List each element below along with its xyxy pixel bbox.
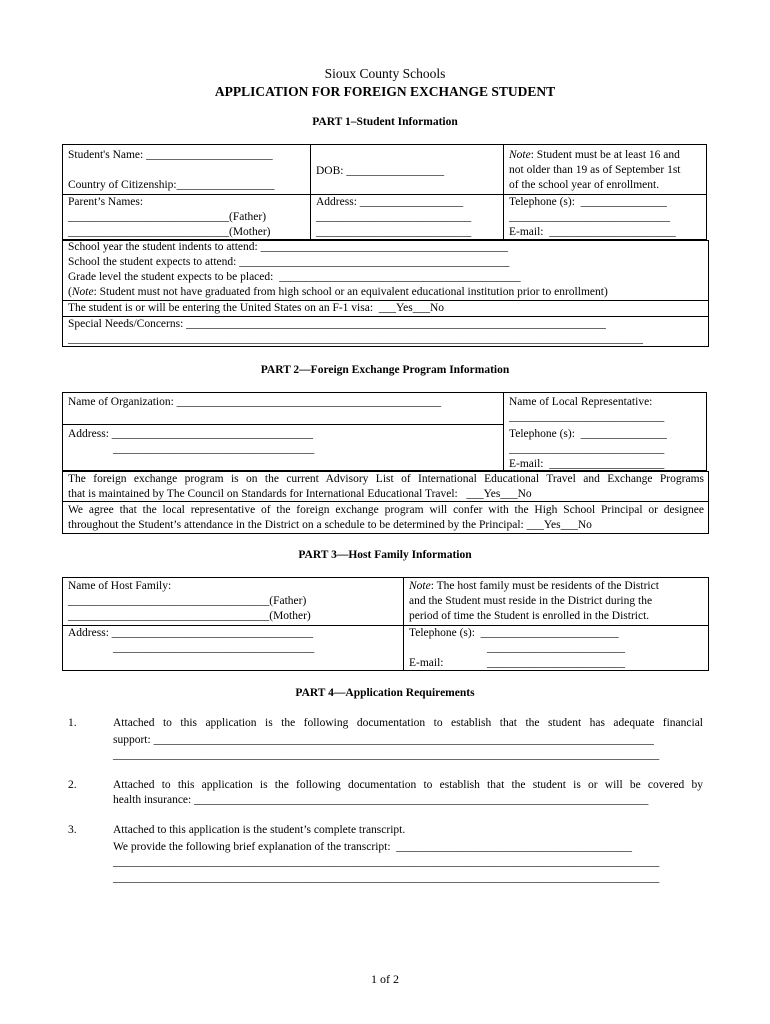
address-field-line3[interactable]: ___________________________ — [316, 226, 472, 238]
requirement-text: Attached to this application is the following documentation to establish that the student has adequate financial — [113, 717, 703, 729]
program-address-field[interactable]: Address: ___________________________________ — [68, 428, 314, 440]
requirement-number: 3. — [68, 824, 77, 836]
host-address-field-line2[interactable]: ___________________________________ — [113, 642, 315, 654]
advisory-list-statement: The foreign exchange program is on the current Advisory List of International Educational Travel and Exchange Programs — [68, 473, 704, 485]
program-email-field[interactable]: E-mail: ____________________ — [509, 458, 665, 470]
host-note: Note: The host family must be residents of the District — [409, 580, 659, 592]
email-field[interactable]: E-mail: ______________________ — [509, 226, 676, 238]
age-note-line2: not older than 19 as of September 1st — [509, 164, 681, 176]
host-note-line3: period of time the Student is enrolled in the District. — [409, 610, 650, 622]
country-field[interactable]: Country of Citizenship:_________________ — [68, 179, 275, 191]
mother-field[interactable]: ____________________________(Mother) — [68, 226, 271, 238]
requirement-number: 1. — [68, 717, 77, 729]
address-field-line2[interactable]: ___________________________ — [316, 211, 472, 223]
requirement-text: Attached to this application is the student’s complete transcript. — [113, 824, 406, 836]
confer-statement: We agree that the local representative of the foreign exchange program will confer with the High School Principal or designee — [68, 504, 704, 516]
program-telephone-field[interactable]: Telephone (s): _______________ — [509, 428, 667, 440]
host-note-line2: and the Student must reside in the District during the — [409, 595, 653, 607]
part2-heading: PART 2—Foreign Exchange Program Information — [260, 364, 510, 376]
school-attend-field[interactable]: School the student expects to attend: _______________________________________________ — [68, 256, 510, 268]
grade-level-field[interactable]: Grade level the student expects to be placed: __________________________________________ — [68, 271, 521, 283]
student-name-field[interactable]: Student's Name: ______________________ — [68, 149, 273, 161]
confer-question[interactable]: throughout the Student’s attendance in the District on a schedule to be determined by the Principal: ___Yes___No — [68, 519, 592, 531]
host-mother-field[interactable]: ___________________________________(Mother) — [68, 610, 311, 622]
local-rep-field[interactable]: Name of Local Representative: — [509, 396, 653, 408]
transcript-explanation-field[interactable]: We provide the following brief explanation of the transcript: _________________________________________ — [113, 841, 633, 853]
part3-heading: PART 3—Host Family Information — [298, 549, 472, 561]
host-address-field[interactable]: Address: ___________________________________ — [68, 627, 314, 639]
organization-name-field[interactable]: Name of Organization: ______________________________________________ — [68, 396, 442, 408]
telephone-field-line2[interactable]: ____________________________ — [509, 211, 670, 223]
financial-support-field[interactable]: support: _______________________________________________________________________________________ — [113, 734, 654, 746]
part1-heading: PART 1–Student Information — [312, 116, 458, 128]
transcript-explanation-field-line2[interactable]: _______________________________________________________________________________________________ — [113, 856, 660, 868]
program-telephone-field-line2[interactable]: ___________________________ — [509, 443, 665, 455]
advisory-list-question[interactable]: that is maintained by The Council on Standards for International Educational Travel: ___Yes___No — [68, 488, 532, 500]
program-address-field-line2[interactable]: ___________________________________ — [113, 443, 315, 455]
parents-label: Parent’s Names: — [68, 196, 144, 208]
f1-visa-question[interactable]: The student is or will be entering the United States on an F-1 visa: ___Yes___No — [68, 302, 445, 314]
special-needs-field-line2[interactable]: ____________________________________________________________________________________________________ — [68, 333, 643, 345]
health-insurance-field[interactable]: health insurance: _______________________________________________________________________________ — [113, 794, 649, 806]
dob-field[interactable]: DOB: _________________ — [316, 165, 445, 177]
host-father-field[interactable]: ___________________________________(Father) — [68, 595, 307, 607]
requirement-text: Attached to this application is the following documentation to establish that the student is or will be covered by — [113, 779, 703, 791]
part4-heading: PART 4—Application Requirements — [295, 687, 475, 699]
telephone-field[interactable]: Telephone (s): _______________ — [509, 196, 667, 208]
age-note: Note: Student must be at least 16 and — [509, 149, 680, 161]
form-title: APPLICATION FOR FOREIGN EXCHANGE STUDENT — [214, 84, 556, 99]
school-district-name: Sioux County Schools — [324, 66, 446, 81]
transcript-explanation-field-line3[interactable]: _______________________________________________________________________________________________ — [113, 872, 660, 884]
address-field[interactable]: Address: __________________ — [316, 196, 464, 208]
host-family-label: Name of Host Family: — [68, 580, 172, 592]
school-year-field[interactable]: School year the student indents to attend: ___________________________________________ — [68, 241, 508, 253]
page-number: 1 of 2 — [371, 972, 399, 986]
local-rep-field-line2[interactable]: ___________________________ — [509, 411, 665, 423]
age-note-line3: of the school year of enrollment. — [509, 179, 660, 191]
special-needs-field[interactable]: Special Needs/Concerns: _________________________________________________________________________ — [68, 318, 606, 330]
host-telephone-field[interactable]: Telephone (s): ________________________ — [409, 627, 619, 639]
host-telephone-field-line2[interactable]: ________________________ — [487, 642, 625, 654]
host-email-label: E-mail: — [409, 657, 444, 669]
father-field[interactable]: ____________________________(Father) — [68, 211, 267, 223]
financial-support-field-line2[interactable]: _______________________________________________________________________________________________ — [113, 749, 660, 761]
host-email-field[interactable]: ________________________ — [487, 657, 625, 669]
graduation-note: (Note: Student must not have graduated from high school or an equivalent educational institution prior to enrollment) — [68, 286, 608, 298]
requirement-number: 2. — [68, 779, 77, 791]
